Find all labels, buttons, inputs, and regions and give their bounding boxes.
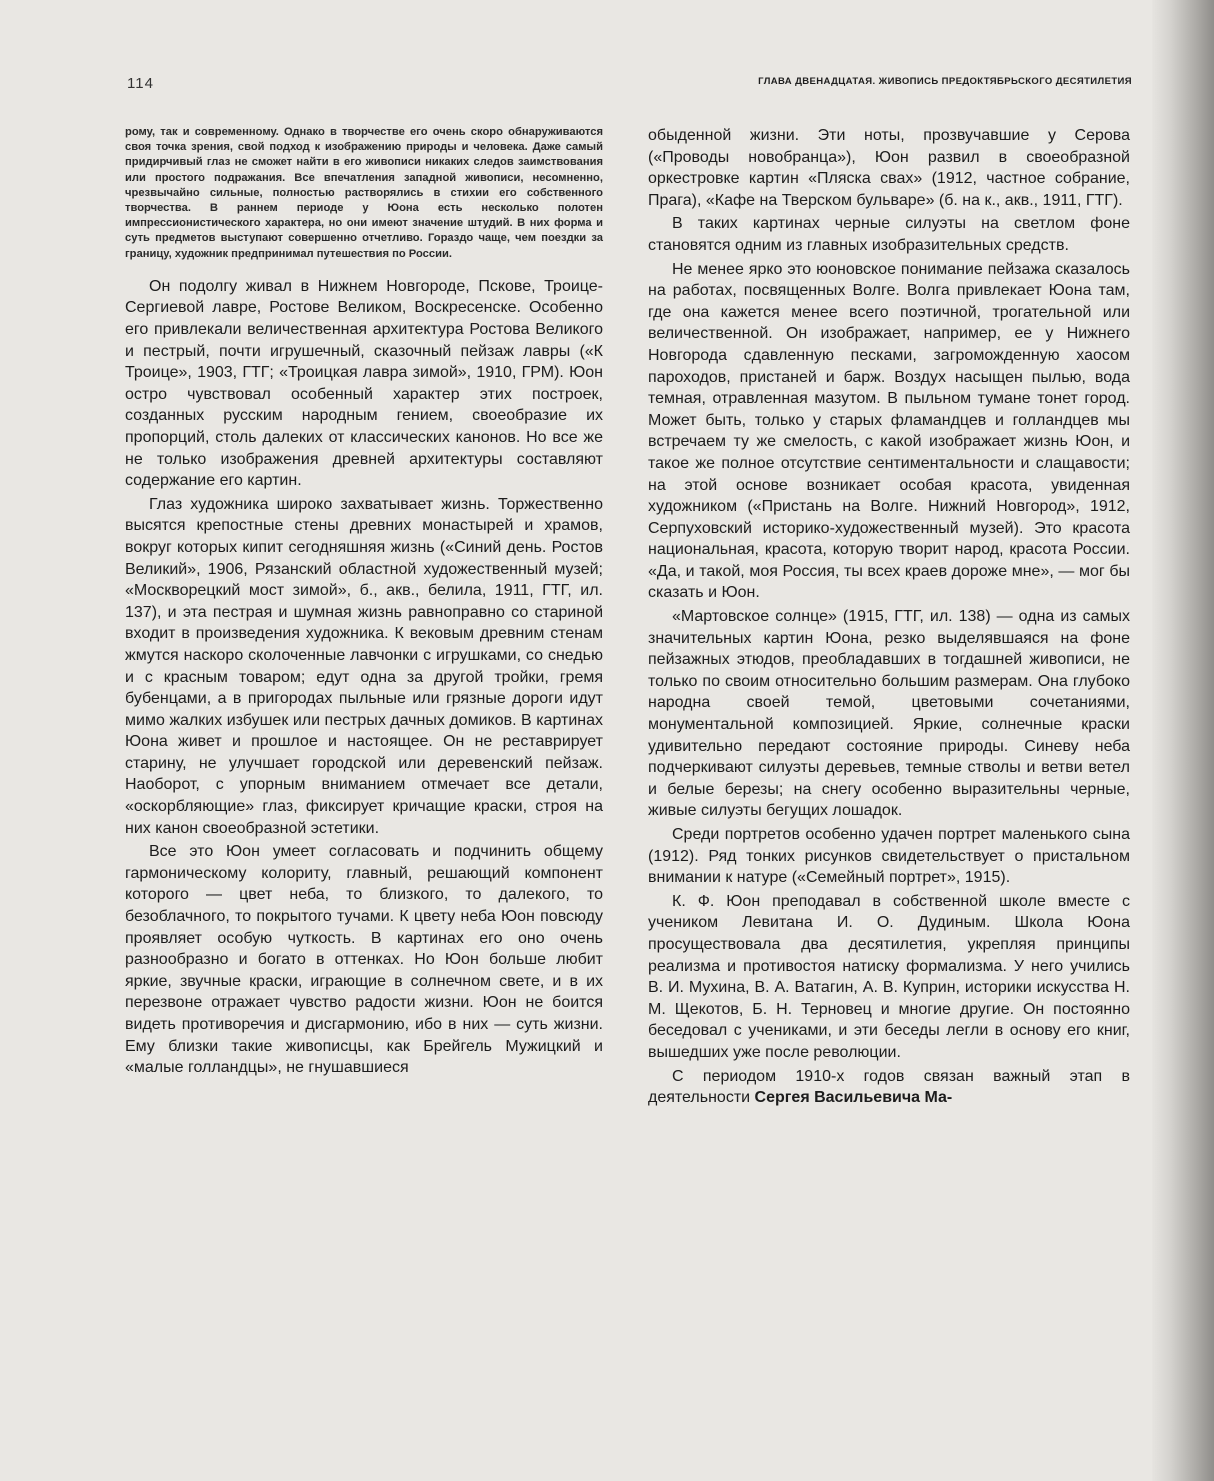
running-title: ГЛАВА ДВЕНАДЦАТАЯ. ЖИВОПИСЬ ПРЕДОКТЯБРЬСКОГО ДЕСЯТИЛЕТИЯ — [758, 76, 1132, 87]
left-main-text — [125, 276, 603, 1079]
page-edge-shadow — [1152, 0, 1214, 1481]
last-paragraph-text: С периодом 1910-х годов связан важный этап в деятельности — [648, 1067, 1130, 1107]
paragraph: К. Ф. Юон преподавал в собственной школе вместе с учеником Левитана И. О. Дудиным. Школа Юона просуществовала два десятилетия, укрепляя принципы реализма и противостоя натиску формализма. У него учились В. И. Мухина, В. А. Ватагин, А. В. Куприн, историки искусства Н. М. Щекотов, Б. Н. Терновец и многие другие. Он постоянно беседовал с учениками, и эти беседы легли в основу его книг, вышедших уже после революции. — [648, 892, 1130, 1061]
paragraph: «Мартовское солнце» (1915, ГТГ, ил. 138) — одна из самых значительных картин Юона, резко выделявшаяся на фоне пейзажных этюдов, преобладавших в тогдашней живописи, не только по своим относительно большим размерам. Она глубоко народна своей темой, цветовыми сочетаниями, монументальной композицией. Яркие, солнечные краски удивительно передают состояние природы. Синеву неба подчеркивают силуэты деревьев, темные стволы и ветви ветел и белые березы; на снегу особенно выразительны черные, живые силуэты бегущих лошадок. — [648, 608, 1130, 820]
right-column — [648, 125, 1130, 1109]
paragraph: Все это Юон умеет согласовать и подчинить общему гармоническому колориту, главный, решающий компонент которого — цвет неба, то близкого, то далекого, то безоблачного, то покрытого тучами. К цвету неба Юон повсюду проявляет особую чуткость. В картинах его оно очень разнообразно и богато в оттенках. Но Юон больше любит яркие, звучные краски, играющие в солнечном свете, и в их перезвоне отражает чувство радости жизни. Юон не боится видеть противоречия и дисгармонию, ибо в них — суть жизни. Ему близки такие живописцы, как Брейгель Мужицкий и «малые голландцы», не гнушавшиеся — [125, 843, 603, 1077]
small-print-block — [125, 125, 603, 262]
paragraph: В таких картинах черные силуэты на светлом фоне становятся одним из главных изобразительных средств. — [648, 215, 1130, 254]
paragraph: Среди портретов особенно удачен портрет маленького сына (1912). Ряд тонких рисунков свидетельствует о пристальном внимании к натуре («Семейный портрет», 1915). — [648, 826, 1130, 887]
paragraph: Глаз художника широко захватывает жизнь. Торжественно высятся крепостные стены древних монастырей и храмов, вокруг которых кипит сегодняшняя жизнь («Синий день. Ростов Великий», 1906, Рязанский областной художественный музей; «Москворецкий мост зимой», б., акв., белила, 1911, ГТГ, ил. 137), и эта пестрая и шумная жизнь равноправно со стариной входит в произведения художника. К вековым древним стенам жмутся наскоро сколоченные лавчонки с игрушками, со снедью и с красным товаром; едут одна за другой тройки, гремя бубенцами, а в пригородах пыльные или грязные дороги идут мимо жалких избушек или пестрых дачных домиков. В картинах Юона живет и прошлое и настоящее. Он не реставрирует старину, не улучшает городской или деревенский пейзаж. Наоборот, с упорным вниманием отмечает все детали, «оскорбляющие» глаз, фиксирует кричащие краски, строя на них канон своеобразной эстетики. — [125, 495, 603, 837]
artist-name-bold: Сергея Васильевича Ма- — [754, 1089, 953, 1107]
paragraph: Не менее ярко это юоновское понимание пейзажа сказалось на работах, посвященных Волге. Волга привлекает Юона там, где она кажется менее всего поэтичной, трогательной или величественной. Он изображает, например, ее у Нижнего Новгорода сдавленную песками, загроможденную хаосом пароходов, пристаней и барж. Воздух насыщен пылью, вода темная, отравленная мазутом. В пыльном тумане тонет город. Может быть, только у старых фламандцев и голландцев мы встречаем ту же смелость, с какой изображает жизнь Юон, и такое же полное отсутствие сентиментальности и слащавости; на этой основе возникает особая красота, увиденная художником («Пристань на Волге. Нижний Новгород», 1912, Серпуховский историко-художественный музей). Это красота национальная, красота, которую творит народ, красота России. «Да, и такой, моя Россия, ты всех краев дороже мне», — мог бы сказать и Юон. — [648, 260, 1130, 602]
left-column — [125, 125, 603, 1079]
last-paragraph — [648, 1066, 1130, 1109]
paragraph: обыденной жизни. Эти ноты, прозвучавшие у Серова («Проводы новобранца»), Юон развил в своеобразной оркестровке картин «Пляска свах» (1912, частное собрание, Прага), «Кафе на Тверском бульваре» (б. на к., акв., 1911, ГТГ). — [648, 127, 1130, 209]
page-number: 114 — [127, 75, 154, 92]
right-main-text — [648, 125, 1130, 1109]
paragraph: Он подолгу живал в Нижнем Новгороде, Пскове, Троице-Сергиевой лавре, Ростове Великом, Воскресенске. Особенно его привлекали величественная архитектура Ростова Великого и пестрый, почти игрушечный, сказочный пейзаж лавры («К Троице», 1903, ГТГ; «Троицкая лавра зимой», 1910, ГРМ). Юон остро чувствовал особенный характер этих построек, созданных русским народным гением, своеобразие их пропорций, столь далеких от классических канонов. Но все же не только изображения древней архитектуры составляют содержание его картин. — [125, 277, 603, 490]
small-paragraph: рому, так и современному. Однако в творчестве его очень скоро обнаруживаются своя точка зрения, свой подход к изображению природы и человека. Даже самый придирчивый глаз не сможет найти в его живописи никаких следов заимствования или простого подражания. Все впечатления западной живописи, несомненно, чрезвычайно сильные, полностью растворялись в стихии его собственного творчества. В раннем периоде у Юона есть несколько полотен импрессионистического характера, но они имеют значение штудий. В них форма и суть предметов выступают совершенно отчетливо. Гораздо чаще, чем поездки за границу, художник предпринимал путешествия по России. — [125, 126, 603, 260]
